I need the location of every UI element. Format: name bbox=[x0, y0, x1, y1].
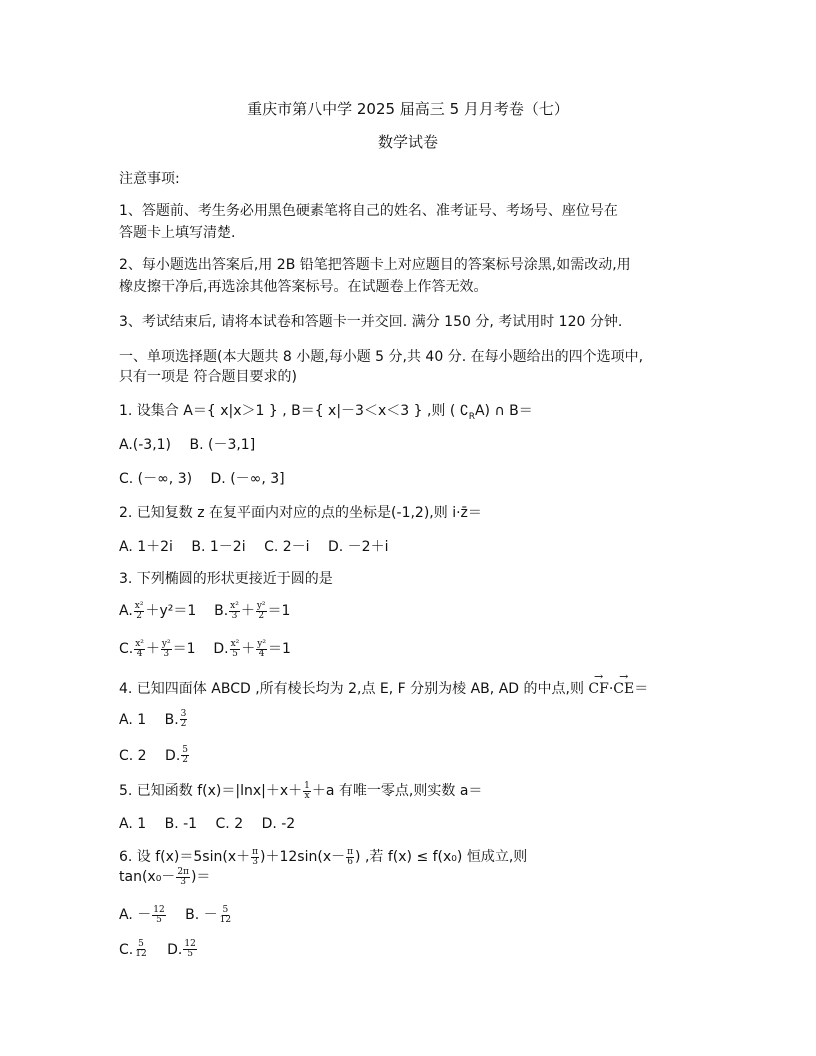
notes-heading: 注意事项: bbox=[119, 171, 180, 187]
question-4-options-cd bbox=[119, 746, 190, 765]
question-3-options-cd bbox=[119, 638, 291, 659]
question-2-stem: 2. 已知复数 z 在复平面内对应的点的坐标是(-1,2),则 i·z̄＝ bbox=[119, 505, 482, 521]
question-6-options-ab bbox=[119, 904, 233, 925]
section-heading-cont: 只有一项是 符合题目要求的) bbox=[119, 369, 297, 385]
question-1-options-cd bbox=[119, 468, 299, 488]
option-a: A.(-3,1) bbox=[119, 437, 172, 453]
question-1-options-ab bbox=[119, 434, 269, 454]
option-d: D. $\frac{12}{5}$ bbox=[167, 939, 196, 959]
option-b: B. (－3,1] bbox=[189, 437, 256, 453]
option-b: B. $\frac{\text{x²}}{3}$ ＋ $\frac{\text{y²}}{2}$ ＝1 bbox=[214, 600, 291, 621]
option-a: A. 1 bbox=[119, 711, 147, 728]
option-d: D. (－∞, 3] bbox=[210, 471, 285, 487]
note-line: 3、考试结束后, 请将本试卷和答题卡一并交回. 满分 150 分, 考试用时 120 分钟. bbox=[119, 314, 623, 330]
note-line: 1、答题前、考生务必用黑色硬素笔将自己的姓名、准考证号、考场号、座位号在 bbox=[119, 203, 618, 219]
option-b: B. 1－2i bbox=[191, 539, 246, 555]
option-c: C. 2 bbox=[119, 747, 147, 764]
option-a: A. － $\frac{12}{5}$ bbox=[119, 904, 165, 925]
option-d: D. －2＋i bbox=[328, 539, 389, 555]
question-5-options bbox=[119, 816, 309, 832]
exam-title: 重庆市第八中学 2025 届高三 5 月月考卷（七） bbox=[247, 100, 569, 118]
option-c: C. $\frac{\text{x²}}{4}$ ＋ $\frac{\text{y²}}{3}$ ＝1 bbox=[119, 638, 196, 659]
option-b: B. -1 bbox=[164, 816, 198, 832]
question-3-options-ab bbox=[119, 600, 290, 621]
option-c: C. (－∞, 3) bbox=[119, 471, 193, 487]
note-line: 答题卡上填写清楚. bbox=[119, 225, 236, 241]
question-6-stem-cont: tan(x₀－ $\frac{2\pi}{3}$ )＝ bbox=[119, 866, 211, 887]
option-a: A. 1＋2i bbox=[119, 539, 173, 555]
section-heading: 一、单项选择题(本大题共 8 小题,每小题 5 分,共 40 分. 在每小题给出的四个选项中, bbox=[119, 349, 644, 365]
question-6-options-cd bbox=[119, 940, 198, 959]
question-4-stem: 4. 已知四面体 ABCD ,所有棱长均为 2,点 E, F 分别为棱 AB, AD 的中点,则 → CF·→ CE＝ bbox=[119, 678, 648, 698]
option-b: B. $\frac{3}{2}$ bbox=[164, 709, 187, 729]
option-d: D. -2 bbox=[261, 816, 296, 832]
option-b: B. － $\frac{5}{12}$ bbox=[185, 904, 232, 925]
note-line: 橡皮擦干净后,再选涂其他答案标号。在试题卷上作答无效。 bbox=[119, 279, 488, 295]
option-c: C. $\frac{5}{12}$ bbox=[119, 939, 147, 959]
question-5-stem: 5. 已知函数 f(x)＝|lnx|＋x＋ $\frac{1}{x}$ ＋a 有唯一零点,则实数 a＝ bbox=[119, 780, 483, 801]
option-d: D. $\frac{5}{2}$ bbox=[165, 745, 189, 765]
question-2-options bbox=[119, 536, 402, 556]
note-line: 2、每小题选出答案后,用 2B 铅笔把答题卡上对应题目的答案标号涂黑,如需改动,用 bbox=[119, 257, 631, 273]
vector-cf: → CF bbox=[588, 681, 608, 697]
question-3-stem: 3. 下列椭圆的形状更接近于圆的是 bbox=[119, 571, 333, 587]
option-c: C. 2－i bbox=[264, 539, 310, 555]
question-6-stem: 6. 设 f(x)＝5sin(x＋ $\frac{\pi}{3}$ )＋12sin(x－ $\frac{\pi}{6}$ ) ,若 f(x) ≤ f(x₀) 恒成立,则 bbox=[119, 846, 528, 867]
question-1-stem: 1. 设集合 A＝{ x|x＞1 } , B＝{ x|－3＜x＜3 } ,则 ( $∁_RA$) ∩ B＝ bbox=[119, 403, 533, 422]
question-4-options-ab bbox=[119, 710, 188, 729]
option-a: A. $\frac{\text{x²}}{2}$ ＋y²＝1 bbox=[119, 600, 197, 621]
option-a: A. 1 bbox=[119, 816, 147, 832]
option-c: C. 2 bbox=[215, 816, 244, 832]
vector-ce: → CE bbox=[613, 681, 634, 697]
exam-subject: 数学试卷 bbox=[377, 133, 438, 151]
option-d: D. $\frac{\text{x²}}{5}$ ＋ $\frac{\text{y²}}{4}$ ＝1 bbox=[213, 638, 291, 659]
